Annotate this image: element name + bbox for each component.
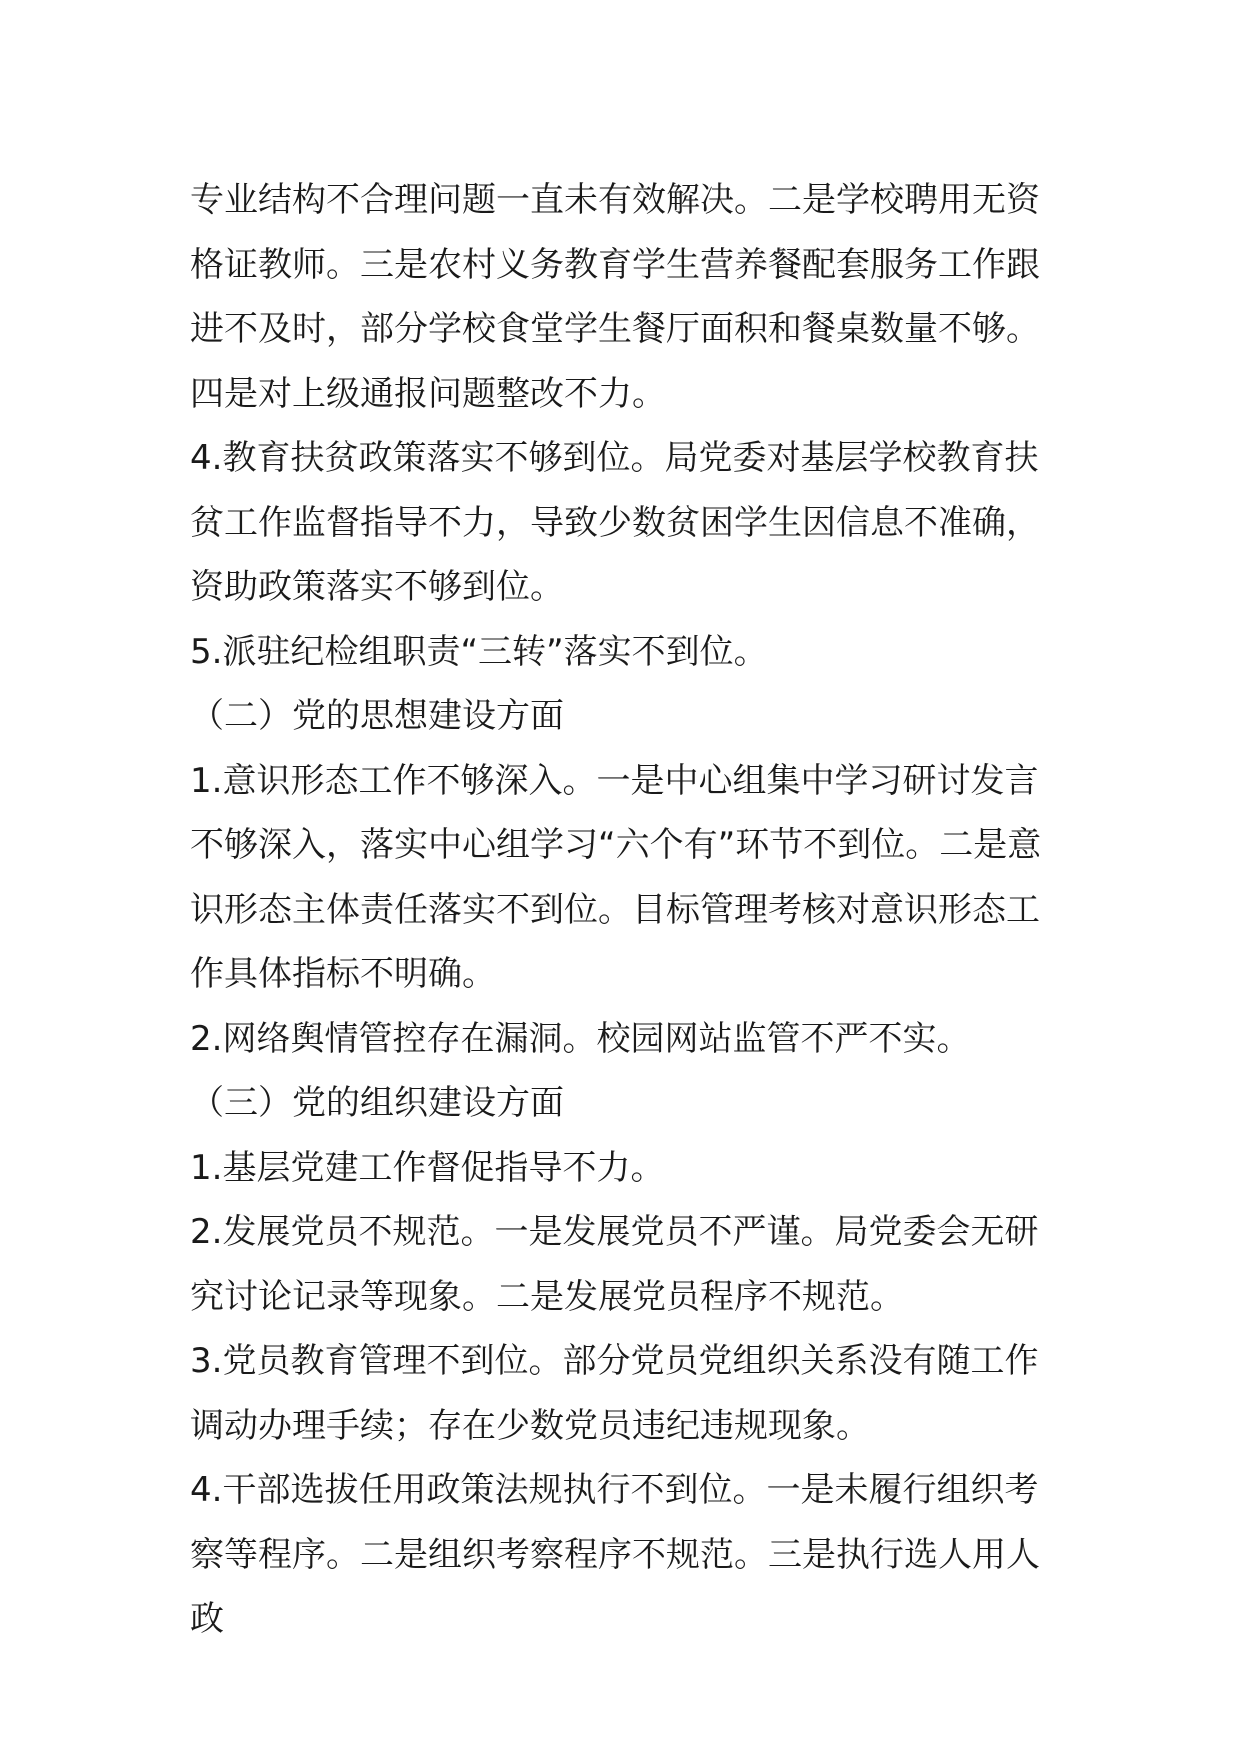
document-body: [190, 168, 1070, 1652]
paragraph: 专业结构不合理问题一直未有效解决。二是学校聘用无资格证教师。三是农村义务教育学生营养餐配套服务工作跟进不及时，部分学校食堂学生餐厅面积和餐桌数量不够。四是对上级通报问题整改不力。: [190, 180, 1040, 414]
paragraph: 5.派驻纪检组职责“三转”落实不到位。: [190, 631, 768, 672]
paragraph: 1.意识形态工作不够深入。一是中心组集中学习研讨发言不够深入，落实中心组学习“六个有”环节不到位。二是意识形态主体责任落实不到位。目标管理考核对意识形态工作具体指标不明确。: [190, 760, 1042, 994]
paragraph: 4.教育扶贫政策落实不够到位。局党委对基层学校教育扶贫工作监督指导不力，导致少数贫困学生因信息不准确，资助政策落实不够到位。: [190, 438, 1040, 607]
paragraph: 2.网络舆情管控存在漏洞。校园网站监管不严不实。: [190, 1018, 971, 1059]
paragraph: 2.发展党员不规范。一是发展党员不严谨。局党委会无研究讨论记录等现象。二是发展党员程序不规范。: [190, 1212, 1039, 1317]
paragraph: 1.基层党建工作督促指导不力。: [190, 1147, 665, 1188]
section-heading: （三）党的组织建设方面: [190, 1083, 564, 1123]
section-heading: （二）党的思想建设方面: [190, 696, 564, 736]
paragraph: 4.干部选拔任用政策法规执行不到位。一是未履行组织考察等程序。二是组织考察程序不规范。三是执行选人用人政: [190, 1470, 1040, 1639]
paragraph: 3.党员教育管理不到位。部分党员党组织关系没有随工作调动办理手续；存在少数党员违纪违规现象。: [190, 1341, 1039, 1446]
